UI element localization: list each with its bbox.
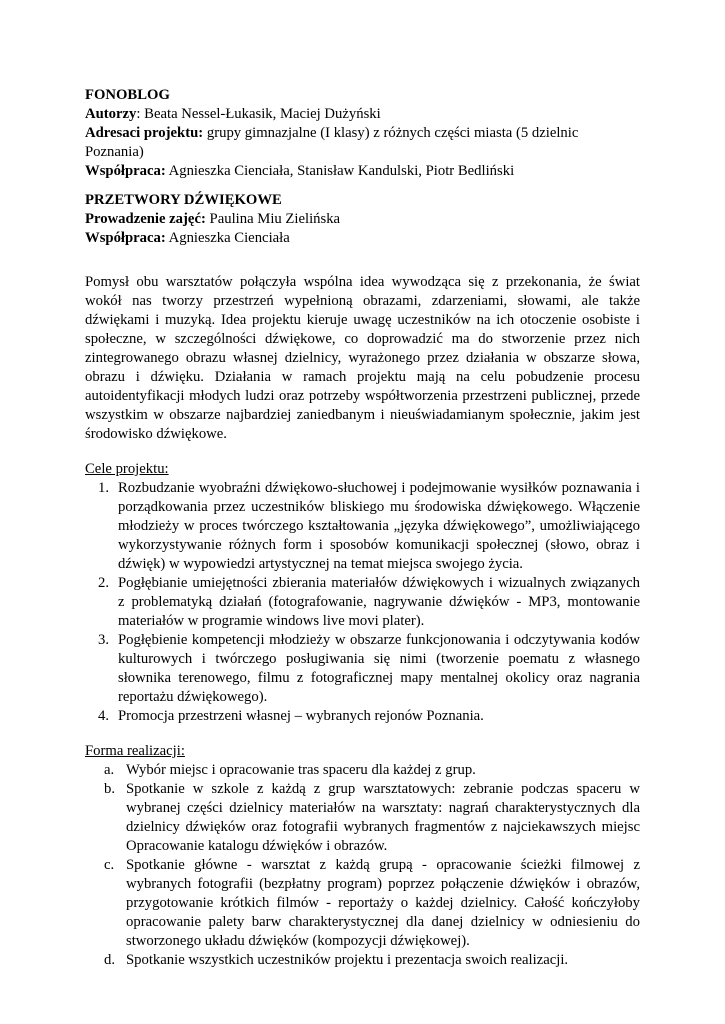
goals-list xyxy=(85,479,640,726)
collaboration-line-2 xyxy=(85,229,640,248)
list-item xyxy=(85,761,640,780)
list-item-marker: c. xyxy=(104,857,115,873)
realization-heading: Forma realizacji: xyxy=(85,743,185,759)
section-goals xyxy=(85,460,640,726)
goals-heading: Cele projektu: xyxy=(85,461,169,477)
list-item xyxy=(85,479,640,574)
addressees-label: Adresaci projektu: xyxy=(85,125,204,141)
list-item-text: Rozbudzanie wyobraźni dźwiękowo-słuchowej i podejmowanie wysiłków poznawania i porządkowania przez uczestników bliskiego mu środowiska dźwiękowego. Włączenie młodzieży w proces twórczego kształtowania „języka dźwiękowego”, umożliwiającego wykorzystywanie różnych form i sposobów komunikacji społecznej (słowo, obraz i dźwięk) w wypowiedzi artystycznej na temat miejsca swojego życia. xyxy=(118,480,640,572)
list-item xyxy=(85,574,640,631)
list-item-marker: a. xyxy=(104,762,115,778)
authors-value: : Beata Nessel-Łukasik, Maciej Dużyński xyxy=(136,106,381,122)
list-item xyxy=(85,951,640,970)
list-item-marker: d. xyxy=(104,952,116,968)
list-item-marker: 2. xyxy=(98,575,110,591)
list-item-marker: 4. xyxy=(98,708,110,724)
realization-list xyxy=(85,761,640,970)
addressees-line xyxy=(85,124,640,162)
collaboration-line-1 xyxy=(85,162,640,181)
list-item-text: Spotkanie główne - warsztat z każdą grupą - opracowanie ścieżki filmowej z wybranych fotografii (bezpłatny program) poprzez połączenie dźwięków i obrazów, przygotowanie krótkich filmów - reportaży o każdej dzielnicy. Całość kończyłoby opracowanie palety barw charakterystycznej dla danej dzielnicy w odniesieniu do stworzonego układu dźwięków (kompozycji dźwiękowej). xyxy=(126,857,640,949)
list-item xyxy=(85,707,640,726)
collaboration-label-1: Współpraca: xyxy=(85,163,166,179)
section-realization xyxy=(85,742,640,970)
project-header-fonoblog xyxy=(85,86,640,181)
collaboration-value-1: Agnieszka Cienciała, Stanisław Kandulski, Piotr Bedliński xyxy=(165,163,515,179)
list-item xyxy=(85,856,640,951)
collaboration-label-2: Współpraca: xyxy=(85,230,166,246)
addressees-value: grupy gimnazjalne (I klasy) z różnych części miasta (5 dzielnic Poznania) xyxy=(85,125,579,160)
list-item-marker: b. xyxy=(104,781,116,797)
list-item-text: Pogłębianie umiejętności zbierania materiałów dźwiękowych i wizualnych związanych z problematyką działań (fotografowanie, nagrywanie dźwięków - MP3, montowanie materiałów w programie windows live movi plater). xyxy=(118,575,640,629)
list-item-text: Wybór miejsc i opracowanie tras spaceru dla każdej z grup. xyxy=(126,762,476,778)
list-item-text: Spotkanie w szkole z każdą z grup warsztatowych: zebranie podczas spaceru w wybranej części dzielnicy materiałów na warsztaty: nagrań charakterystycznych dla dzielnicy dźwięków oraz fotografii wybranych fragmentów z najciekawszych miejsc Opracowanie katalogu dźwięków i obrazów. xyxy=(126,781,640,854)
authors-label: Autorzy xyxy=(85,106,137,122)
authors-line xyxy=(85,105,640,124)
collaboration-value-2: Agnieszka Cienciała xyxy=(165,230,290,246)
project-title-przetwory: PRZETWORY DŹWIĘKOWE xyxy=(85,192,282,208)
list-item-text: Pogłębienie kompetencji młodzieży w obszarze funkcjonowania i odczytywania kodów kulturowych i twórczego posługiwania się nimi (tworzenie poematu z własnego słownika terenowego, filmu z fotograficznej mapy mentalnej okolicy oraz nagrania reportażu dźwiękowego). xyxy=(118,632,640,705)
project-header-przetwory xyxy=(85,191,640,248)
project-title-fonoblog: FONOBLOG xyxy=(85,87,170,103)
list-item-text: Promocja przestrzeni własnej – wybranych rejonów Poznania. xyxy=(118,708,484,724)
list-item-marker: 3. xyxy=(98,632,110,648)
list-item-marker: 1. xyxy=(98,480,110,496)
leader-value: Paulina Miu Zielińska xyxy=(205,211,341,227)
intro-paragraph: Pomysł obu warsztatów połączyła wspólna idea wywodząca się z przekonania, że świat wokół nas tworzy przestrzeń wypełnioną obrazami, zdarzeniami, słowami, ale także dźwiękami i muzyką. Idea projektu kieruje uwagę uczestników na ich otoczenie osobiste i społeczne, w szczególności dźwiękowe, co doprowadzić ma do stworzenie przez nich zintegrowanego obrazu własnej dzielnicy, wyrażonego przez działania w obszarze słowa, obrazu i dźwięku. Działania w ramach projektu mają na celu pobudzenie procesu autoidentyfikacji młodych ludzi oraz potrzeby współtworzenia przestrzeni publicznej, przede wszystkim w obszarze najbardziej zaniedbanym i nieuświadamianym społecznie, jakim jest środowisko dźwiękowe. xyxy=(85,274,640,442)
list-item xyxy=(85,631,640,707)
leader-label: Prowadzenie zajęć: xyxy=(85,211,206,227)
list-item-text: Spotkanie wszystkich uczestników projektu i prezentacja swoich realizacji. xyxy=(126,952,569,968)
leader-line xyxy=(85,210,640,229)
list-item xyxy=(85,780,640,856)
